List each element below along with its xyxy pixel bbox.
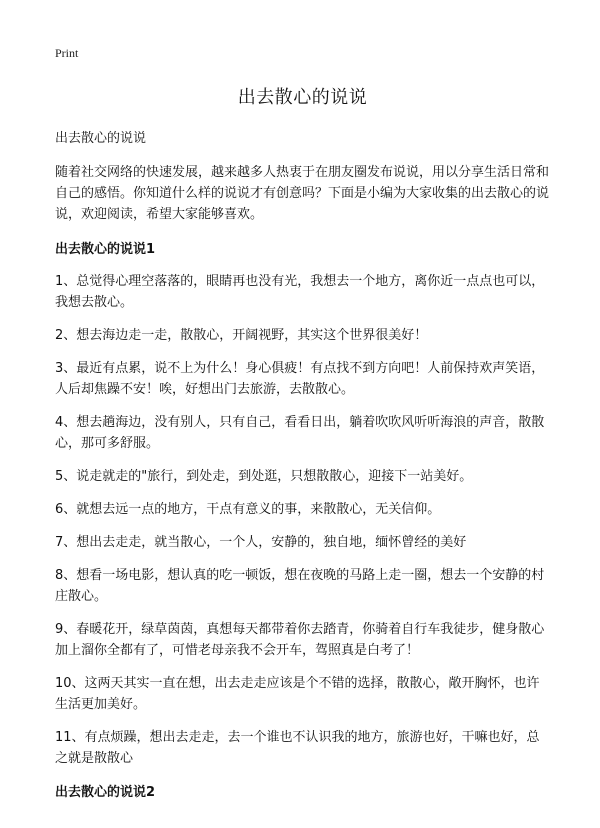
section-heading-1: 出去散心的说说1 <box>55 242 156 257</box>
list-item: 3、最近有点累，说不上为什么！身心俱疲！有点找不到方向吧！人前保持欢声笑语，人后却焦躁不安！唉，好想出门去旅游，去散散心。 <box>55 361 545 397</box>
list-item: 11、有点烦躁，想出去走走，去一个谁也不认识我的地方，旅游也好，干嘛也好，总之就是散散心 <box>55 730 540 766</box>
page-title: 出去散心的说说 <box>237 87 368 108</box>
article-subtitle: 出去散心的说说 <box>55 131 147 146</box>
list-item: 10、这两天其实一直在想，出去走走应该是个不错的选择，散散心，敞开胸怀，也许生活更加美好。 <box>55 676 540 712</box>
list-item: 6、就想去远一点的地方，干点有意义的事，来散散心，无关信仰。 <box>55 502 441 517</box>
list-item: 4、想去趟海边，没有别人，只有自己，看看日出，躺着吹吹风听听海浪的声音，散散心，那可多舒服。 <box>55 415 545 451</box>
intro-paragraph: 随着社交网络的快速发展，越来越多人热衷于在朋友圈发布说说，用以分享生活日常和自己的感悟。你知道什么样的说说才有创意吗？下面是小编为大家收集的出去散心的说说，欢迎阅读，希望大家能够喜欢。 <box>55 165 550 222</box>
list-item: 1、总觉得心理空落落的，眼睛再也没有光，我想去一个地方，离你近一点点也可以，我想去散心。 <box>55 274 545 310</box>
list-item: 5、说走就走的"旅行，到处走，到处逛，只想散散心，迎接下一站美好。 <box>55 469 473 484</box>
print-link[interactable]: Print <box>55 46 79 60</box>
list-item: 8、想看一场电影，想认真的吃一顿饭，想在夜晚的马路上走一圈，想去一个安静的村庄散心。 <box>55 568 545 604</box>
list-item: 9、春暖花开，绿草茵茵，真想每天都带着你去踏青，你骑着自行车我徒步，健身散心加上溜你全都有了，可惜老母亲我不会开车，驾照真是白考了！ <box>55 622 545 658</box>
list-item: 7、想出去走走，就当散心，一个人，安静的，独自地，缅怀曾经的美好 <box>55 535 467 550</box>
section-heading-2: 出去散心的说说2 <box>55 785 156 800</box>
quote-list <box>55 271 550 769</box>
list-item: 2、想去海边走一走，散散心，开阔视野，其实这个世界很美好！ <box>55 328 428 343</box>
